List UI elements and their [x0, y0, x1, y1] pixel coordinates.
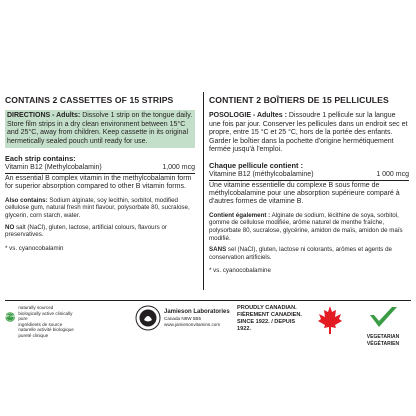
maple-leaf-icon: [317, 305, 343, 335]
french-no-list: [209, 246, 409, 261]
french-vitamin-name: Vitamine B12 (méthylcobalamine): [209, 170, 314, 178]
english-heading: CONTAINS 2 CASSETTES OF 15 STRIPS: [5, 95, 174, 105]
english-directions-text: Dissolve 1 strip on the tongue daily. Store film strips in a dry clean environment between 15°C and 25°C, away from children. Keep cassette in its original hermetically sealed pouch until ready for use.: [7, 112, 193, 145]
french-vitamin-row: [209, 171, 409, 181]
column-divider: [203, 92, 204, 290]
purity-text-fr: ingrédients de source naturelle activité biologique pureté clinique: [18, 321, 74, 338]
company-address: Canada N8W 5B5: [164, 315, 202, 321]
bottom-rule: [5, 300, 411, 301]
french-vitamin-amount: 1 000 mcg: [376, 170, 409, 178]
purity-seal-text: 360° pure: [5, 315, 16, 318]
purity-seal-icon: [5, 305, 15, 329]
english-vitamin-name: Vitamin B12 (Methylcobalamin): [5, 164, 102, 172]
french-also-text: Alginate de sodium, lécithine de soya, sorbitol, gomme de cellulose modifiée, arôme naturel de menthe fraîche, polysorbate 80, sucralose, glycérine, amidon de maïs, amidon de maïs modifié.: [209, 211, 403, 242]
proudly-canadian-badge: [237, 305, 307, 333]
company-badge: [135, 305, 233, 331]
english-directions-band: [5, 110, 195, 148]
jamieson-logo-icon: [135, 305, 161, 331]
french-also-label: Contient également :: [209, 211, 271, 219]
french-heading: CONTIENT 2 BOÎTIERS DE 15 PELLICULES: [209, 95, 389, 105]
english-directions-label: DIRECTIONS - Adults:: [7, 112, 81, 119]
english-footnote: * vs. cyanocobalamin: [5, 244, 64, 252]
since-year: SINCE 1922. / DEPUIS 1922.: [237, 319, 296, 332]
vegetarian-label-en: VEGETARIAN: [366, 334, 400, 340]
english-also-label: Also contains:: [5, 196, 48, 204]
english-no-list: [5, 224, 195, 239]
french-footnote: * vs. cyanocobalamine: [209, 267, 271, 275]
english-description: An essential B complex vitamin in the methylcobalamin form for superior absorption compared to other B vitamin forms.: [5, 174, 192, 191]
vegetarian-check-icon: [366, 305, 400, 329]
french-no-text: sel (NaCl), gluten, lactose ni colorants, arômes et agents de conservation artificiels.: [209, 246, 392, 261]
english-no-text: salt (NaCl), gluten, lactose, artificial colours, flavours or preservatives.: [5, 223, 167, 239]
english-also-text: Sodium alginate, soy lecithin, sorbitol, modified cellulose gum, natural fresh mint flavour, polysorbate 80, sucralose, glycerin, corn starch, water.: [5, 196, 190, 219]
purity-badge: [5, 305, 75, 339]
english-vitamin-amount: 1,000 mcg: [162, 164, 195, 172]
french-directions-label: POSOLOGIE - Adultes :: [209, 112, 287, 119]
company-name: Jamieson Laboratories: [164, 308, 230, 315]
purity-text-en: naturally sourced biologically active clinically pure: [18, 305, 73, 322]
company-url: www.jamiesonvitamins.com: [164, 321, 221, 327]
english-each-strip-title: Each strip contains:: [5, 154, 76, 164]
badges-row: [5, 305, 411, 345]
english-also-contains: [5, 197, 195, 220]
french-directions: [209, 112, 408, 155]
french-also-contains: [209, 212, 409, 242]
english-vitamin-row: [5, 164, 195, 174]
french-description: Une vitamine essentielle du complexe B sous forme de méthylcobalamine pour une absorption supérieure comparé à d'autres formes de vitamine B.: [209, 181, 400, 206]
french-each-strip-title: Chaque pellicule contient :: [209, 160, 304, 170]
vegetarian-label-fr: VÉGÉTARIEN: [366, 341, 400, 347]
english-no-label: NO: [5, 223, 15, 231]
proudly-canadian-fr: FIÈREMENT CANADIEN.: [237, 312, 302, 318]
vegetarian-badge: [355, 305, 411, 348]
french-no-label: SANS: [209, 246, 227, 254]
french-directions-text: Dissoudre 1 pellicule sur la langue une fois par jour. Conserver les pellicules dans un endroit sec et propre, entre 15 °C et 25 °C, hors de la portée des enfants. Garder le boîtier dans la pochette d'origine hermétiquement fermée jusqu'à l'emploi.: [209, 112, 408, 154]
french-panel: [209, 95, 409, 275]
french-directions-band: [209, 110, 409, 157]
english-directions: [7, 112, 194, 146]
english-panel: [5, 95, 195, 252]
proudly-canadian-en: PROUDLY CANADIAN.: [237, 305, 297, 311]
